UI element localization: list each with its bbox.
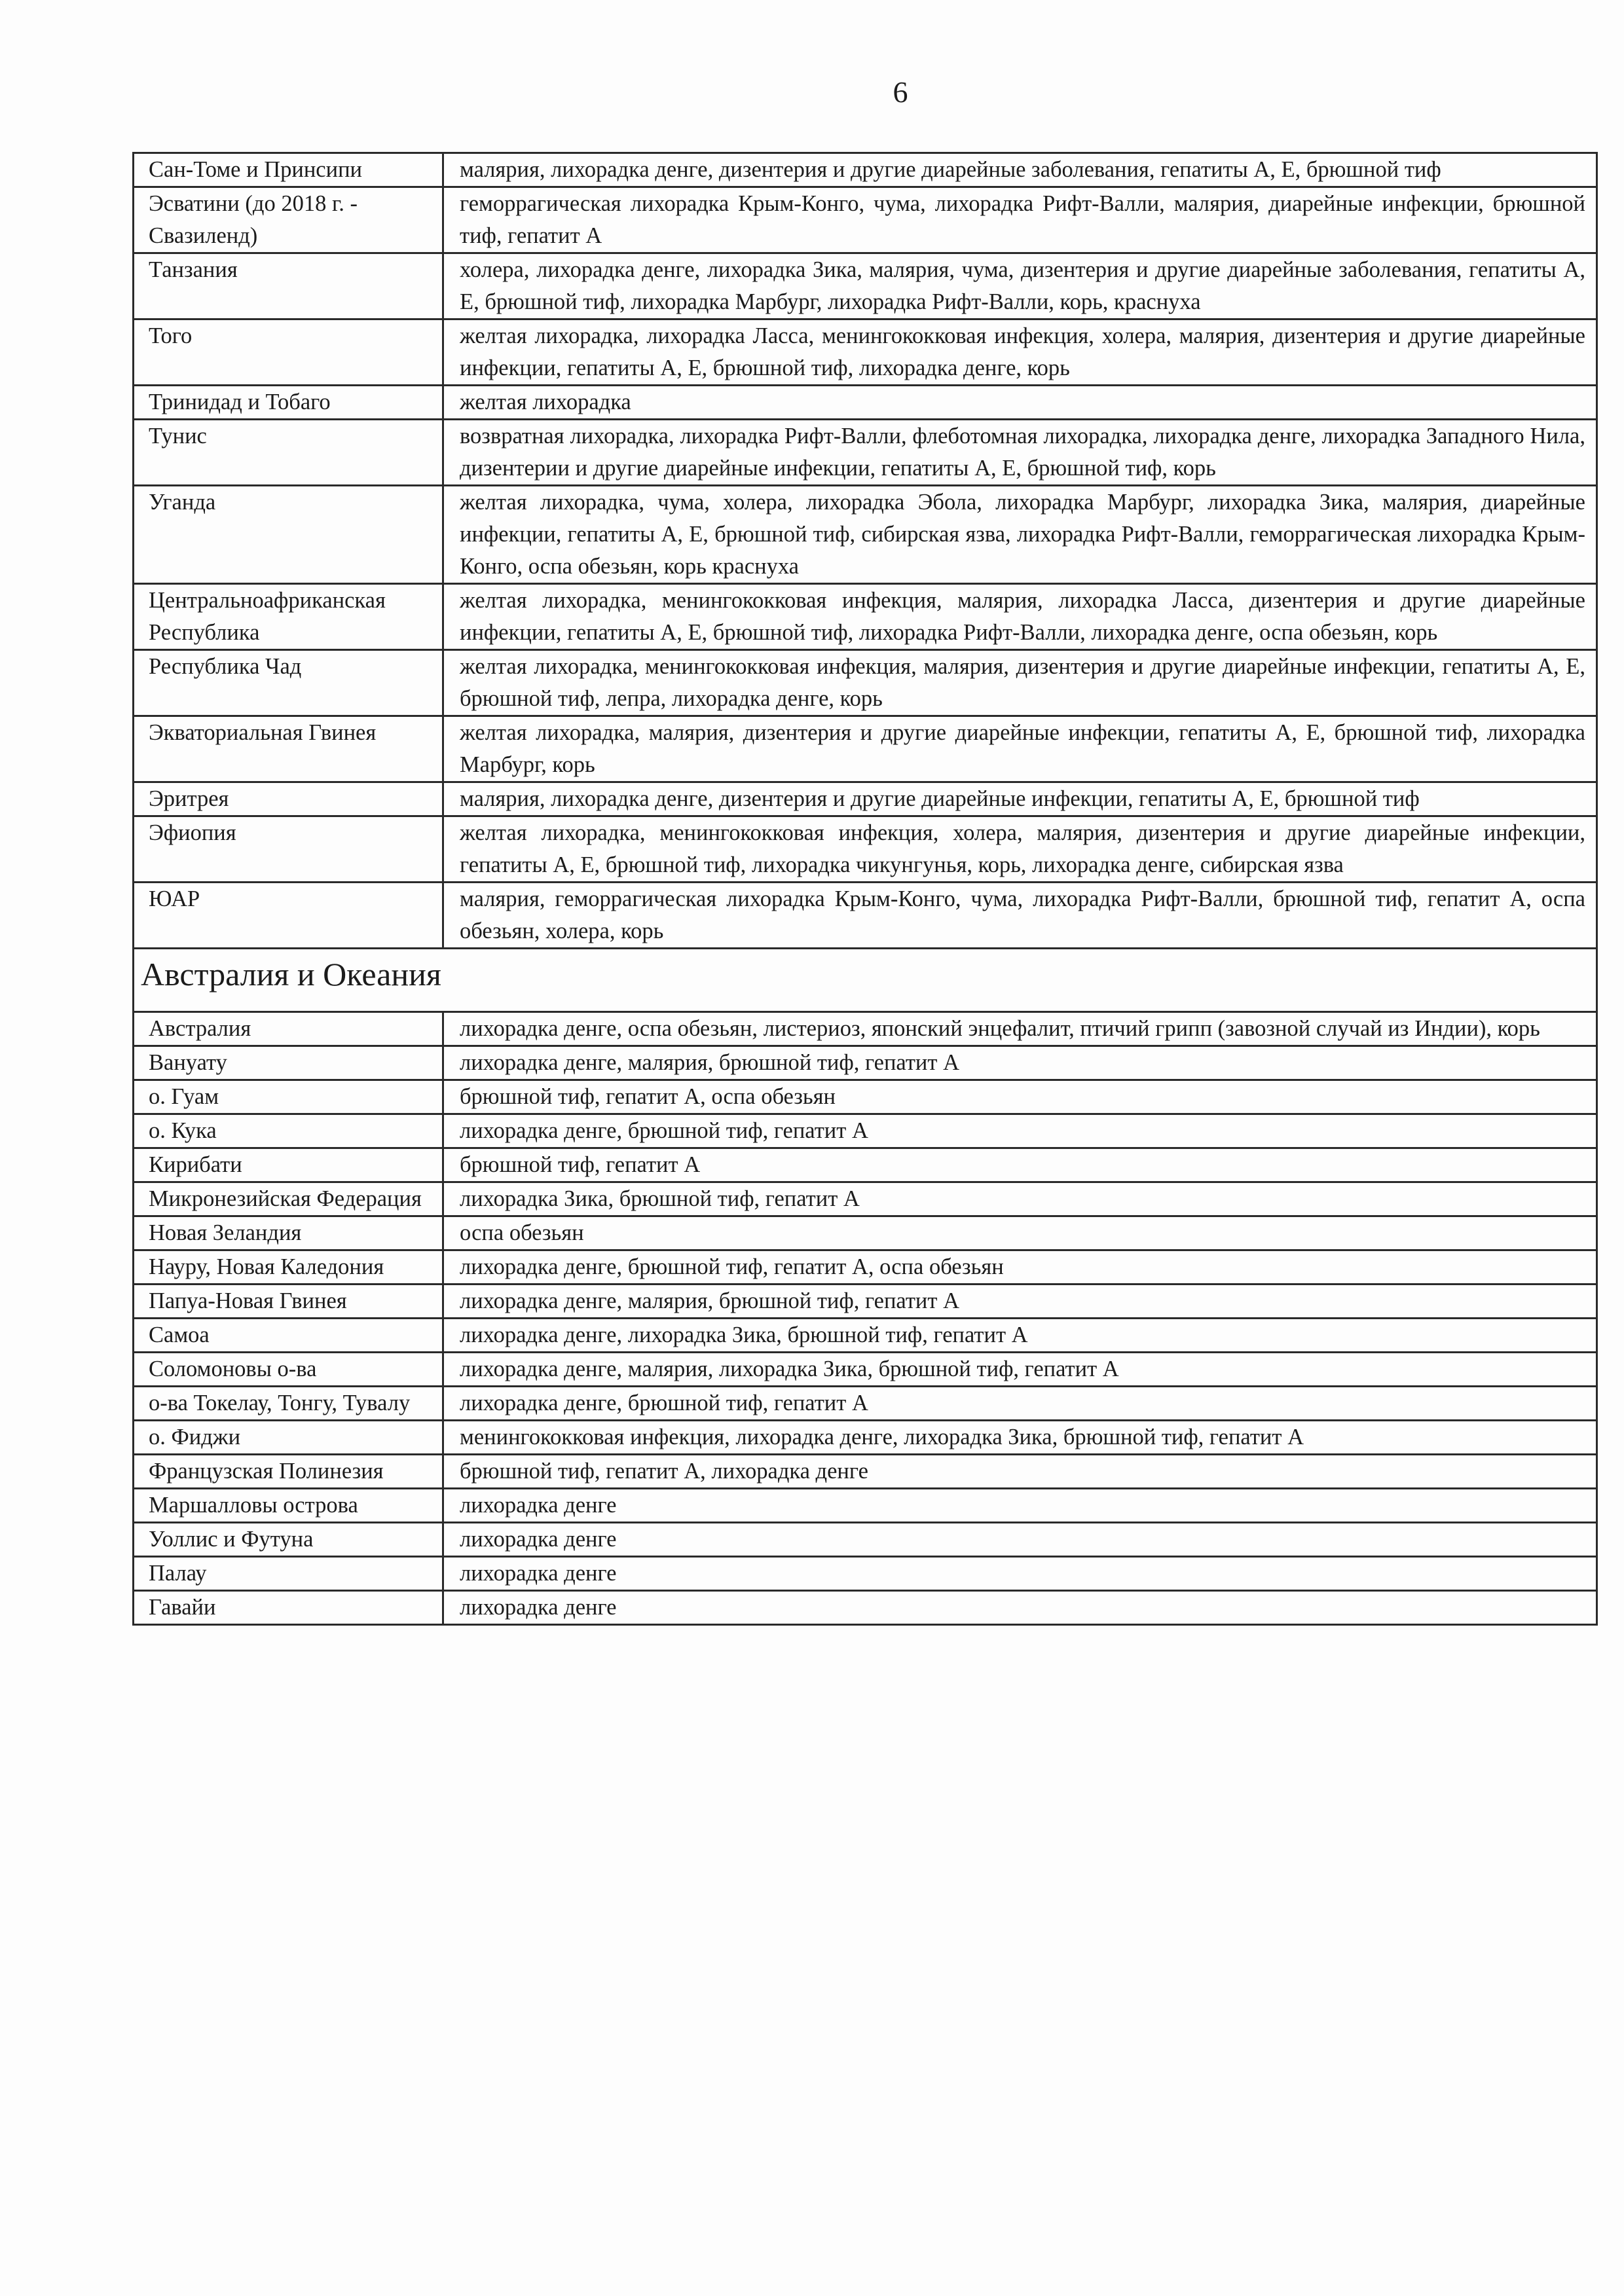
diseases-cell: брюшной тиф, гепатит А, оспа обезьян bbox=[443, 1080, 1597, 1114]
table-row bbox=[134, 1250, 1597, 1285]
table-row bbox=[134, 420, 1597, 486]
table-row bbox=[134, 1285, 1597, 1319]
country-cell: Тринидад и Тобаго bbox=[134, 386, 443, 420]
table-row bbox=[134, 1591, 1597, 1625]
diseases-cell: лихорадка денге, брюшной тиф, гепатит А bbox=[443, 1114, 1597, 1148]
table-row bbox=[134, 1387, 1597, 1421]
country-cell: Кирибати bbox=[134, 1148, 443, 1182]
country-cell: Сан-Томе и Принсипи bbox=[134, 153, 443, 187]
table-row bbox=[134, 253, 1597, 319]
diseases-cell: лихорадка денге, малярия, брюшной тиф, гепатит А bbox=[443, 1285, 1597, 1319]
country-cell: Уганда bbox=[134, 486, 443, 584]
table-row bbox=[134, 386, 1597, 420]
diseases-cell: желтая лихорадка, менингококковая инфекция, холера, малярия, дизентерия и другие диарейные инфекции, гепатиты А, Е, брюшной тиф, лихорадка чикунгунья, корь, лихорадка денге, сибирская язва bbox=[443, 816, 1597, 883]
country-cell: Того bbox=[134, 319, 443, 386]
country-cell: Самоа bbox=[134, 1319, 443, 1353]
diseases-cell: малярия, лихорадка денге, дизентерия и другие диарейные заболевания, гепатиты А, Е, брюшной тиф bbox=[443, 153, 1597, 187]
table-row bbox=[134, 319, 1597, 386]
table-row bbox=[134, 782, 1597, 816]
diseases-cell: желтая лихорадка bbox=[443, 386, 1597, 420]
table-row bbox=[134, 1046, 1597, 1080]
country-cell: Новая Зеландия bbox=[134, 1216, 443, 1250]
country-cell: Центральноафриканская Республика bbox=[134, 584, 443, 650]
diseases-cell: лихорадка денге bbox=[443, 1489, 1597, 1523]
country-cell: Эритрея bbox=[134, 782, 443, 816]
country-cell: Уоллис и Футуна bbox=[134, 1523, 443, 1557]
diseases-cell: лихорадка денге bbox=[443, 1523, 1597, 1557]
country-cell: Микронезийская Федерация bbox=[134, 1182, 443, 1216]
page-number: 6 bbox=[893, 75, 908, 109]
diseases-cell: брюшной тиф, гепатит А bbox=[443, 1148, 1597, 1182]
country-cell: Тунис bbox=[134, 420, 443, 486]
table-row bbox=[134, 1523, 1597, 1557]
diseases-cell: менингококковая инфекция, лихорадка денге, лихорадка Зика, брюшной тиф, гепатит А bbox=[443, 1421, 1597, 1455]
diseases-cell: малярия, лихорадка денге, дизентерия и другие диарейные инфекции, гепатиты А, Е, брюшной тиф bbox=[443, 782, 1597, 816]
country-cell: Экваториальная Гвинея bbox=[134, 716, 443, 782]
country-cell: Австралия bbox=[134, 1012, 443, 1046]
table-row bbox=[134, 486, 1597, 584]
table-row bbox=[134, 1182, 1597, 1216]
table-row bbox=[134, 1080, 1597, 1114]
diseases-cell: лихорадка Зика, брюшной тиф, гепатит А bbox=[443, 1182, 1597, 1216]
table-row bbox=[134, 883, 1597, 949]
diseases-cell: лихорадка денге, малярия, брюшной тиф, гепатит А bbox=[443, 1046, 1597, 1080]
diseases-cell: оспа обезьян bbox=[443, 1216, 1597, 1250]
country-cell: о. Фиджи bbox=[134, 1421, 443, 1455]
table-row bbox=[134, 1353, 1597, 1387]
country-cell: Танзания bbox=[134, 253, 443, 319]
country-cell: о-ва Токелау, Тонгу, Тувалу bbox=[134, 1387, 443, 1421]
table-row bbox=[134, 1012, 1597, 1046]
country-cell: о. Кука bbox=[134, 1114, 443, 1148]
section-header-row bbox=[134, 949, 1597, 1012]
country-cell: Французская Полинезия bbox=[134, 1455, 443, 1489]
diseases-cell: желтая лихорадка, чума, холера, лихорадка Эбола, лихорадка Марбург, лихорадка Зика, малярия, диарейные инфекции, гепатиты А, Е, брюшной тиф, сибирская язва, лихорадка Рифт-Валли, геморрагическая лихорадка Крым-Конго, оспа обезьян, корь краснуха bbox=[443, 486, 1597, 584]
diseases-cell: лихорадка денге bbox=[443, 1557, 1597, 1591]
country-cell: Республика Чад bbox=[134, 650, 443, 716]
table-row bbox=[134, 153, 1597, 187]
table-row bbox=[134, 187, 1597, 253]
table-row bbox=[134, 1216, 1597, 1250]
country-cell: Эфиопия bbox=[134, 816, 443, 883]
diseases-cell: малярия, геморрагическая лихорадка Крым-Конго, чума, лихорадка Рифт-Валли, брюшной тиф, гепатит А, оспа обезьян, холера, корь bbox=[443, 883, 1597, 949]
diseases-table bbox=[132, 152, 1598, 1626]
table-row bbox=[134, 1421, 1597, 1455]
diseases-cell: возвратная лихорадка, лихорадка Рифт-Валли, флеботомная лихорадка, лихорадка денге, лихорадка Западного Нила, дизентерии и другие диарейные инфекции, гепатиты А, Е, брюшной тиф, корь bbox=[443, 420, 1597, 486]
table-row bbox=[134, 1319, 1597, 1353]
diseases-cell: лихорадка денге, брюшной тиф, гепатит А, оспа обезьян bbox=[443, 1250, 1597, 1285]
diseases-cell: желтая лихорадка, малярия, дизентерия и другие диарейные инфекции, гепатиты А, Е, брюшной тиф, лихорадка Марбург, корь bbox=[443, 716, 1597, 782]
diseases-cell: лихорадка денге, малярия, лихорадка Зика, брюшной тиф, гепатит А bbox=[443, 1353, 1597, 1387]
country-cell: о. Гуам bbox=[134, 1080, 443, 1114]
table-row bbox=[134, 1148, 1597, 1182]
country-cell: Науру, Новая Каледония bbox=[134, 1250, 443, 1285]
table-row bbox=[134, 716, 1597, 782]
section-title: Австралия и Океания bbox=[134, 949, 1597, 1012]
diseases-cell: желтая лихорадка, менингококковая инфекция, малярия, дизентерия и другие диарейные инфекции, гепатиты А, Е, брюшной тиф, лепра, лихорадка денге, корь bbox=[443, 650, 1597, 716]
diseases-cell: геморрагическая лихорадка Крым-Конго, чума, лихорадка Рифт-Валли, малярия, диарейные инфекции, брюшной тиф, гепатит А bbox=[443, 187, 1597, 253]
country-cell: Папуа-Новая Гвинея bbox=[134, 1285, 443, 1319]
diseases-cell: лихорадка денге bbox=[443, 1591, 1597, 1625]
diseases-cell: желтая лихорадка, менингококковая инфекция, малярия, лихорадка Ласса, дизентерия и другие диарейные инфекции, гепатиты А, Е, брюшной тиф, лихорадка Рифт-Валли, лихорадка денге, оспа обезьян, корь bbox=[443, 584, 1597, 650]
country-cell: Палау bbox=[134, 1557, 443, 1591]
country-cell: Соломоновы о-ва bbox=[134, 1353, 443, 1387]
country-cell: Гавайи bbox=[134, 1591, 443, 1625]
table-row bbox=[134, 584, 1597, 650]
table-row bbox=[134, 816, 1597, 883]
diseases-cell: лихорадка денге, лихорадка Зика, брюшной тиф, гепатит А bbox=[443, 1319, 1597, 1353]
diseases-cell: лихорадка денге, оспа обезьян, листериоз, японский энцефалит, птичий грипп (завозной случай из Индии), корь bbox=[443, 1012, 1597, 1046]
table-row bbox=[134, 1557, 1597, 1591]
country-cell: Маршалловы острова bbox=[134, 1489, 443, 1523]
country-cell: Вануату bbox=[134, 1046, 443, 1080]
table-row bbox=[134, 1489, 1597, 1523]
table-row bbox=[134, 650, 1597, 716]
country-cell: Эсватини (до 2018 г. - Свазиленд) bbox=[134, 187, 443, 253]
diseases-cell: брюшной тиф, гепатит А, лихорадка денге bbox=[443, 1455, 1597, 1489]
table-row bbox=[134, 1114, 1597, 1148]
diseases-cell: лихорадка денге, брюшной тиф, гепатит А bbox=[443, 1387, 1597, 1421]
diseases-cell: холера, лихорадка денге, лихорадка Зика, малярия, чума, дизентерия и другие диарейные заболевания, гепатиты А, Е, брюшной тиф, лихорадка Марбург, лихорадка Рифт-Валли, корь, краснуха bbox=[443, 253, 1597, 319]
country-cell: ЮАР bbox=[134, 883, 443, 949]
table-row bbox=[134, 1455, 1597, 1489]
diseases-cell: желтая лихорадка, лихорадка Ласса, менингококковая инфекция, холера, малярия, дизентерия и другие диарейные инфекции, гепатиты А, Е, брюшной тиф, лихорадка денге, корь bbox=[443, 319, 1597, 386]
